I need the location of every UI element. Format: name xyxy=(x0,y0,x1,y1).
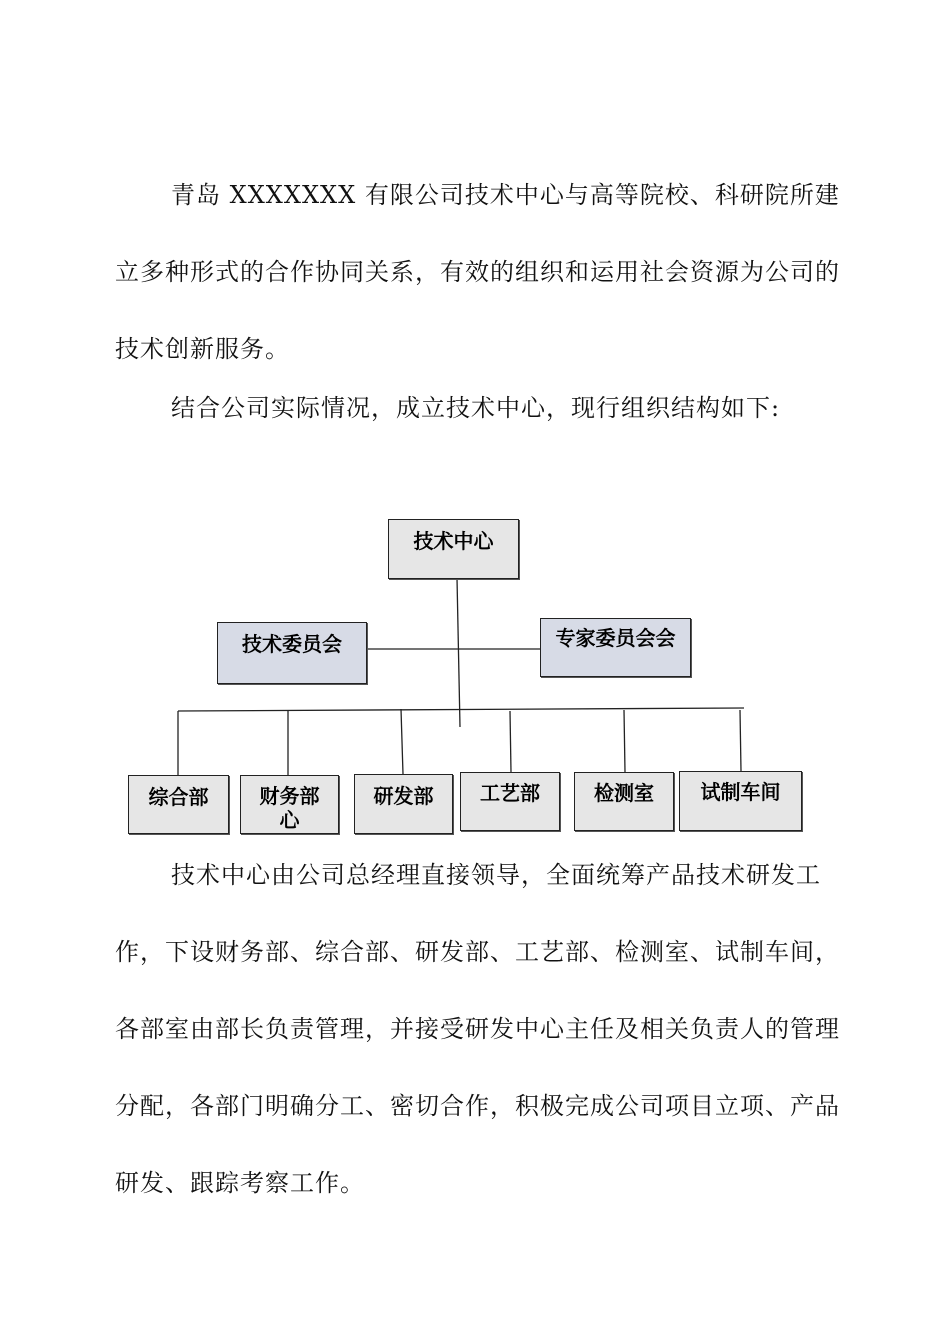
center-description-paragraph: 技术中心由公司总经理直接领导，全面统筹产品技术研发工作，下设财务部、综合部、研发部、工艺部、检测室、试制车间，各部室由部长负责管理，并接受研发中心主任及相关负责人的管理分配，各部门明确分工、密切合作，积极完成公司项目立项、产品研发、跟踪考察工作。 xyxy=(115,861,840,1197)
connector-trunk xyxy=(457,578,460,727)
org-node-label: 技术中心 xyxy=(413,529,494,553)
connector-dept-3 xyxy=(401,709,403,774)
org-node-label: 财务部心 xyxy=(259,784,320,832)
org-node-label: 技术委员会 xyxy=(242,632,342,656)
structure-intro-paragraph: 结合公司实际情况，成立技术中心，现行组织结构如下: xyxy=(171,394,781,422)
org-node-technical-center xyxy=(388,519,519,579)
connector-dept-4 xyxy=(510,711,511,772)
org-node-label: 研发部 xyxy=(373,784,434,808)
connector-dept-6 xyxy=(740,710,741,771)
org-node-dept-testing xyxy=(574,772,674,831)
org-node-label: 工艺部 xyxy=(480,781,540,805)
org-node-dept-rnd xyxy=(354,774,453,834)
org-node-label: 专家委员会会 xyxy=(555,626,676,650)
org-node-dept-general-affairs xyxy=(128,775,229,834)
org-node-technical-committee xyxy=(217,622,367,684)
org-node-label: 综合部 xyxy=(148,785,209,809)
intro-paragraph: 青岛 XXXXXXX 有限公司技术中心与高等院校、科研院所建立多种形式的合作协同关系，有效的组织和运用社会资源为公司的技术创新服务。 xyxy=(115,181,840,363)
org-node-label: 检测室 xyxy=(594,781,654,805)
org-node-expert-committee xyxy=(540,618,691,677)
org-node-dept-process xyxy=(460,772,560,831)
connector-department-bus xyxy=(178,708,744,711)
org-node-dept-finance xyxy=(240,775,339,834)
org-node-dept-trial-workshop xyxy=(679,771,802,831)
connector-dept-5 xyxy=(624,710,625,772)
org-node-label: 试制车间 xyxy=(700,780,781,804)
